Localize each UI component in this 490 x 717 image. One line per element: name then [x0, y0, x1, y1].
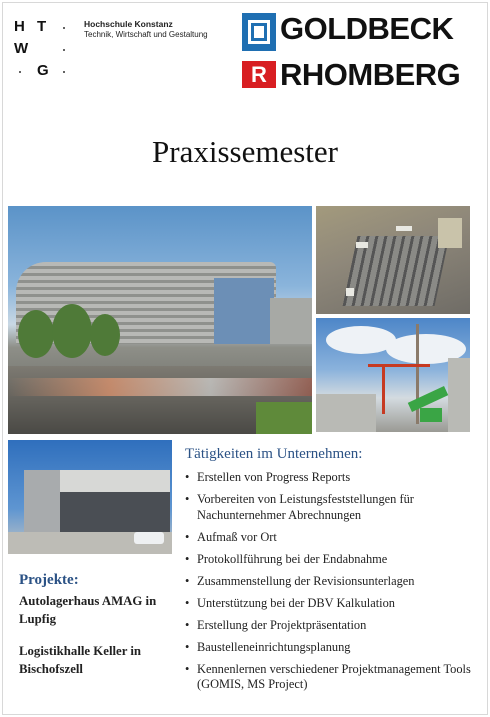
tasks-heading: Tätigkeiten im Unternehmen:: [185, 446, 363, 462]
goldbeck-logo: [242, 13, 480, 53]
institution-title: Hochschule Konstanz: [84, 19, 173, 29]
rhomberg-logo-text: RHOMBERG: [280, 57, 461, 92]
bullet: •: [185, 573, 190, 588]
rhomberg-icon: R: [242, 61, 276, 88]
htwg-letter-g: G: [37, 62, 49, 79]
building-rendering-image: [8, 206, 312, 434]
list-item: • Protokollführung bei der Endabnahme: [185, 551, 388, 566]
bullet: •: [185, 661, 190, 676]
list-item: • Erstellen von Progress Reports: [185, 470, 351, 484]
institution-name: [84, 19, 208, 39]
page-title: Praxissemester: [152, 134, 338, 169]
goldbeck-icon: [242, 13, 276, 51]
list-item: • Aufmaß vor Ort: [185, 529, 277, 544]
list-item: • Kennenlernen verschiedener Projektmanagement Tools (GOMIS, MS Project): [185, 661, 471, 691]
institution-subtitle: Technik, Wirtschaft und Gestaltung: [84, 30, 208, 39]
bullet: •: [185, 529, 190, 544]
bullet: •: [185, 470, 190, 484]
list-item: • Baustelleneinrichtungsplanung: [185, 639, 351, 654]
bullet: •: [185, 492, 190, 506]
bullet: •: [185, 617, 190, 632]
construction-site-image: [316, 206, 470, 314]
bullet: •: [185, 639, 190, 654]
list-item: • Vorbereiten von Leistungsfeststellungen für Nachunternehmer Abrechnungen: [185, 492, 414, 522]
htwg-letter-h: H: [14, 18, 25, 35]
project-item: Logistikhalle Keller in Bischofszell: [19, 644, 142, 676]
rhomberg-logo: [242, 57, 480, 92]
list-item: • Unterstützung bei der DBV Kalkulation: [185, 595, 395, 610]
list-item: • Zusammenstellung der Revisionsunterlagen: [185, 573, 415, 588]
htwg-logo: [14, 18, 70, 78]
htwg-letter-t: T: [37, 18, 47, 35]
projects-section: [19, 572, 179, 678]
bullet: •: [185, 595, 190, 610]
htwg-letter-w: W: [14, 40, 29, 57]
projects-heading: Projekte:: [19, 572, 79, 588]
tasks-list: [185, 470, 483, 699]
project-item: Autolagerhaus AMAG in Lupfig: [19, 594, 157, 626]
goldbeck-logo-text: GOLDBECK: [280, 11, 454, 46]
warehouse-hall-image: [8, 440, 172, 554]
bullet: •: [185, 551, 190, 566]
construction-crane-image: [316, 318, 470, 432]
list-item: • Erstellung der Projektpräsentation: [185, 617, 367, 632]
